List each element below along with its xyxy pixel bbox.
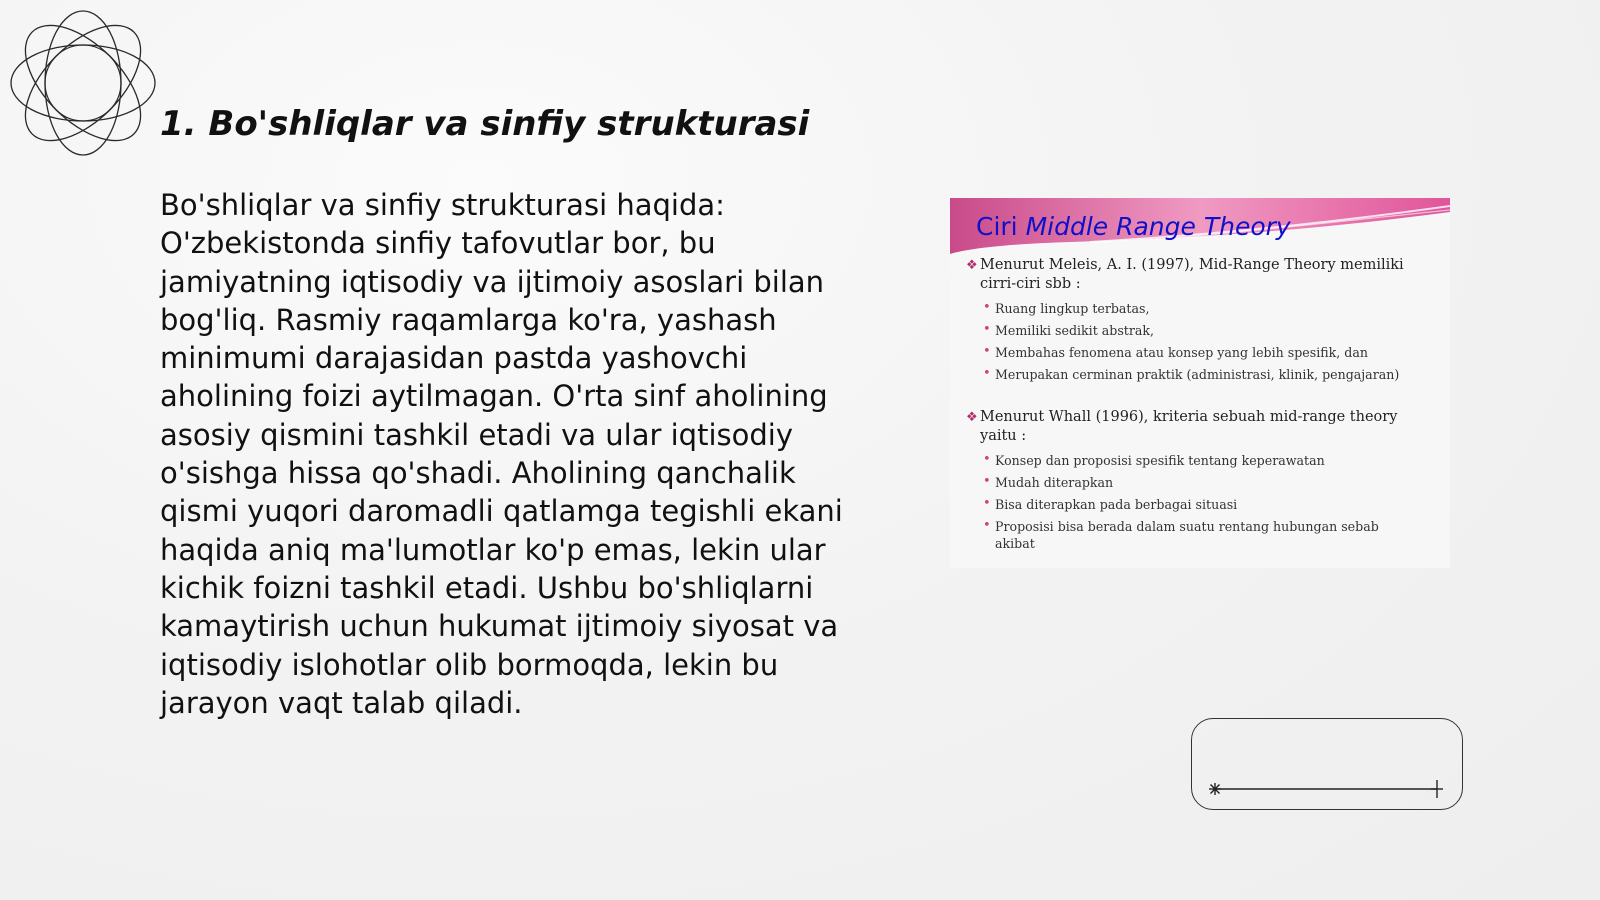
embedded-subpoint: • Konsep dan proposisi spesifik tentang keperawatan (983, 452, 1325, 468)
diamond-bullet-icon: ❖ (966, 410, 978, 425)
embedded-subpoint: • Mudah diterapkan (983, 474, 1114, 490)
embedded-subpoint: • Memiliki sedikit abstrak, (983, 322, 1155, 338)
sparkle-star-icon (1205, 780, 1449, 798)
embedded-subpoint: • Membahas fenomena atau konsep yang lebih spesifik, dan (983, 344, 1368, 360)
overlapping-circles-decoration (8, 8, 158, 158)
slide-body-text: Bo'shliqlar va sinfiy strukturasi haqida: O'zbekistonda sinfiy tafovutlar bor, bu jamiyatning iqtisodiy va ijtimoiy asoslari bilan bog'liq. Rasmiy raqamlarga ko'ra, yashash minimumi darajasidan pastda yashovchi aholining foizi aytilmagan. O'rta sinf aholining asosiy qismini tashkil etadi va ular iqtisodiy o'sishga hissa qo'shadi. Aholining qanchalik qismi yuqori daromadli qatlamga tegishli ekani haqida aniq ma'lumotlar ko'p emas, lekin ular kichik foizni tashkil etadi. Ushbu bo'shliqlarni kamaytirish uchun hukumat ijtimoiy siyosat va iqtisodiy islohotlar olib bormoqda, lekin bu jarayon vaqt talab qiladi. (160, 188, 843, 720)
embedded-image-title: Ciri Middle Range Theory (976, 212, 1291, 241)
embedded-point-1: ❖ Menurut Meleis, A. I. (1997), Mid-Range Theory memiliki cirri-ciri sbb : (966, 257, 1404, 292)
embedded-subpoint: • Proposisi bisa berada dalam suatu rentang hubungan sebab akibat (983, 518, 1379, 551)
diamond-bullet-icon: ❖ (966, 258, 978, 273)
embedded-subpoint: • Bisa diterapkan pada berbagai situasi (983, 496, 1238, 512)
embedded-subpoint: • Ruang lingkup terbatas, (983, 300, 1150, 316)
slide-title: 1. Bo'shliqlar va sinfiy strukturasi (160, 104, 810, 144)
embedded-slide-image (950, 198, 1450, 568)
embedded-subpoint: • Merupakan cerminan praktik (administrasi, klinik, pengajaran) (983, 366, 1400, 382)
embedded-point-2: ❖ Menurut Whall (1996), kriteria sebuah mid-range theory yaitu : (966, 409, 1398, 444)
